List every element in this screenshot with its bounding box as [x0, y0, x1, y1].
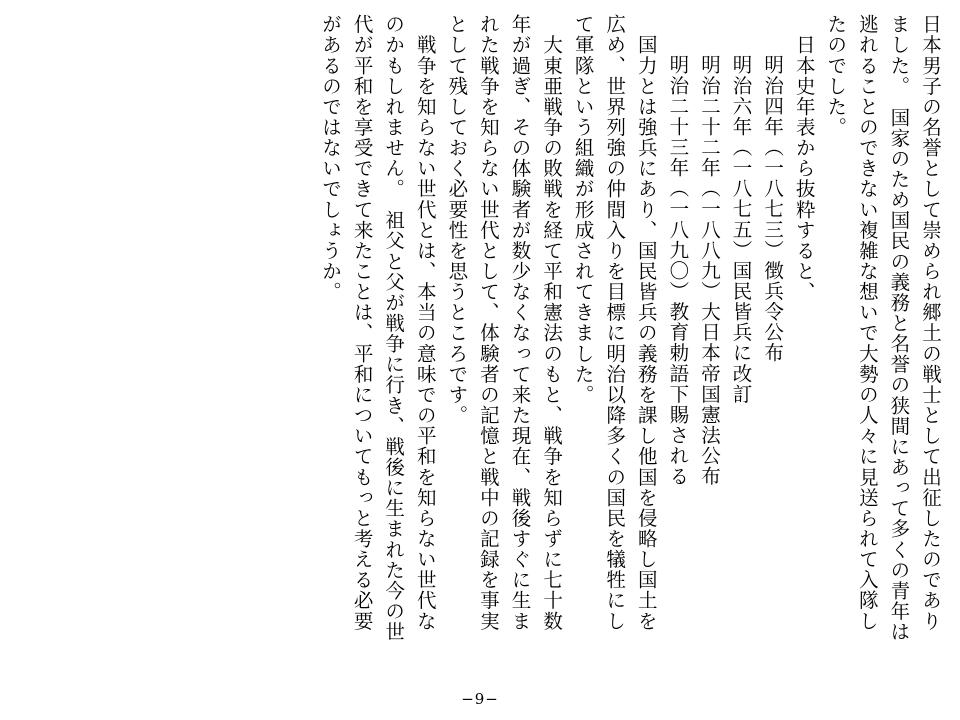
text-column-year-entry: 明治二十三年（一八九〇）教育勅語下賜される	[666, 34, 690, 487]
text-column: 逃れることのできない複雑な想いで大勢の人々に見送られて入隊し	[855, 14, 879, 632]
text-column: があるのではないでしょうか。	[319, 14, 343, 303]
text-column-year-entry: 明治六年（一八七五）国民皆兵に改訂	[729, 34, 753, 405]
text-column: 年が過ぎ、その体験者が数少なくなって来た現在、戦後すぐに生ま	[508, 14, 532, 632]
text-column: 日本史年表から抜粋すると、	[792, 14, 816, 303]
page-number: −9−	[461, 690, 499, 708]
text-column: として残しておく必要性を思うところです。	[445, 14, 469, 426]
text-column: 国力とは強兵にあり、国民皆兵の義務を課し他国を侵略し国土を	[634, 14, 658, 632]
text-column-year-entry: 明治四年（一八七三）徴兵令公布	[761, 34, 785, 364]
text-column: 代が平和を享受できて来たことは、平和についてもっと考える必要	[350, 14, 374, 632]
text-column: 日本男子の名誉として崇められ郷土の戦士として出征したのであり	[919, 14, 942, 632]
text-column: のかもしれません。 祖父と父が戦争に行き、戦後に生まれた今の世	[382, 14, 406, 642]
text-column: れた戦争を知らない世代として、体験者の記憶と戦中の記録を事実	[476, 14, 500, 632]
text-column: たのでした。	[824, 14, 848, 138]
text-column: て軍隊という組織が形成されてきました。	[571, 14, 595, 405]
text-column: 広め、世界列強の仲間入りを目標に明治以降多くの国民を犠牲にし	[603, 14, 627, 632]
vertical-text-body	[16, 14, 946, 686]
text-column: 大東亜戦争の敗戦を経て平和憲法のもと、戦争を知らずに七十数	[540, 14, 564, 632]
text-column: 戦争を知らない世代とは、本当の意味での平和を知らない世代な	[413, 14, 437, 632]
text-column: ました。 国家のため国民の義務と名誉の狭間にあって多くの青年は	[887, 14, 911, 642]
text-column-year-entry: 明治二十二年（一八八九）大日本帝国憲法公布	[697, 34, 721, 487]
